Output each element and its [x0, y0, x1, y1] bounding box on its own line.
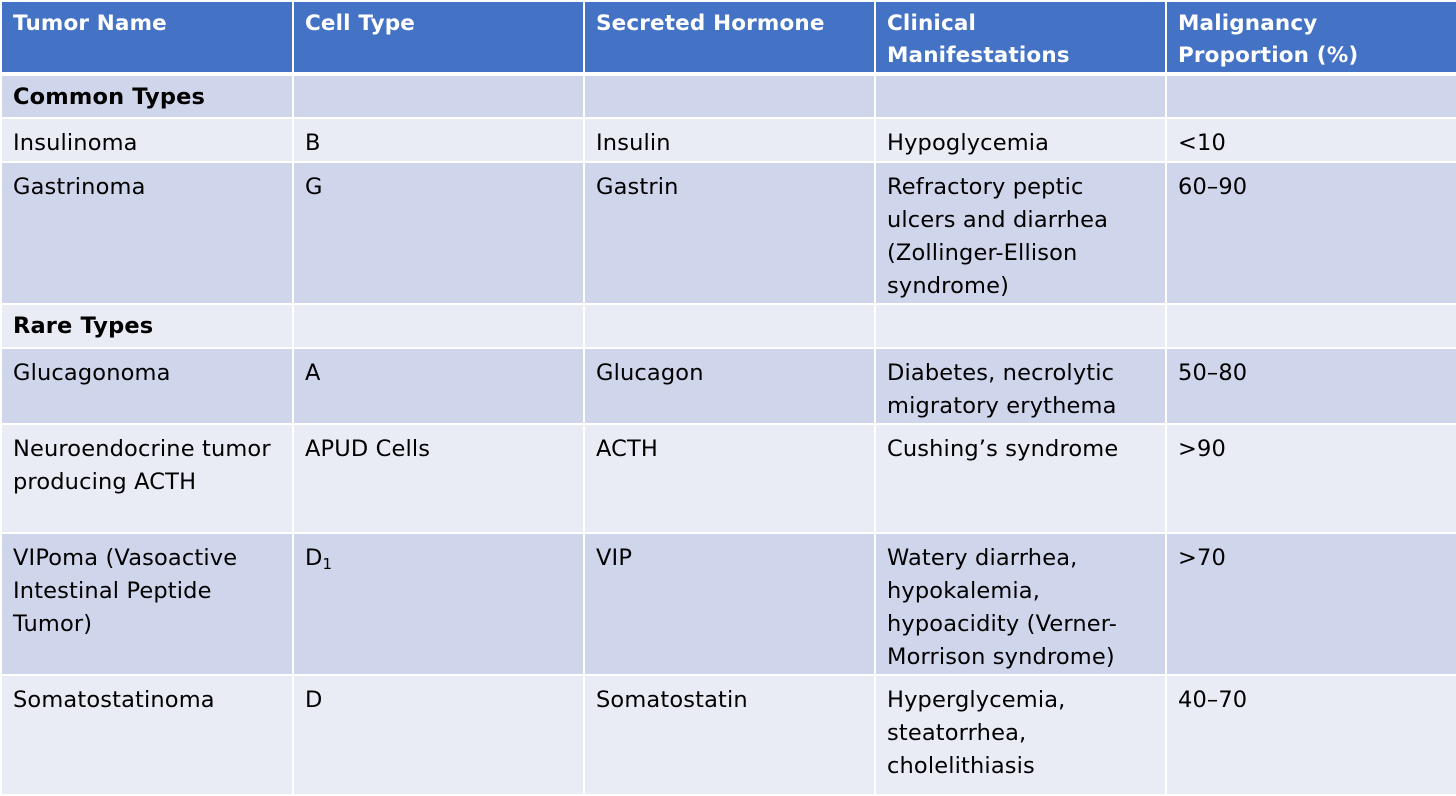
manifestations-cell: Hypoglycemia — [875, 118, 1166, 162]
group-label-rare: Rare Types — [1, 304, 293, 348]
tumor-name-cell: Insulinoma — [1, 118, 293, 162]
header-cell-type: Cell Type — [293, 1, 584, 74]
malignancy-cell: 50–80 — [1166, 348, 1456, 424]
group-row-common — [1, 74, 1456, 118]
cell-type-cell: D — [293, 675, 584, 795]
hormone-cell: Insulin — [584, 118, 875, 162]
header-tumor-name: Tumor Name — [1, 1, 293, 74]
empty-cell — [293, 74, 584, 118]
group-row-rare — [1, 304, 1456, 348]
cell-type-cell: G — [293, 162, 584, 304]
header-row — [1, 1, 1456, 74]
hormone-cell: ACTH — [584, 424, 875, 533]
hormone-cell: Gastrin — [584, 162, 875, 304]
table-row — [1, 424, 1456, 533]
cell-type-cell: A — [293, 348, 584, 424]
tumor-name-cell: Somatostatinoma — [1, 675, 293, 795]
manifestations-cell: Cushing’s syndrome — [875, 424, 1166, 533]
manifestations-cell: Watery diarrhea, hypokalemia, hypoacidity (Verner-Morrison syndrome) — [875, 533, 1166, 675]
cell-type-cell: APUD Cells — [293, 424, 584, 533]
table-row — [1, 162, 1456, 304]
header-secreted-hormone: Secreted Hormone — [584, 1, 875, 74]
header-malignancy-proportion: Malignancy Proportion (%) — [1166, 1, 1456, 74]
empty-cell — [1166, 74, 1456, 118]
cell-type-subscript: 1 — [322, 555, 333, 573]
malignancy-cell: 40–70 — [1166, 675, 1456, 795]
group-label-common: Common Types — [1, 74, 293, 118]
hormone-cell: Glucagon — [584, 348, 875, 424]
tumor-name-cell: Gastrinoma — [1, 162, 293, 304]
table-row — [1, 348, 1456, 424]
malignancy-cell: >70 — [1166, 533, 1456, 675]
malignancy-cell: >90 — [1166, 424, 1456, 533]
hormone-cell: Somatostatin — [584, 675, 875, 795]
cell-type-cell — [293, 533, 584, 675]
tumor-name-cell: Neuroendocrine tumor producing ACTH — [1, 424, 293, 533]
table-row — [1, 675, 1456, 795]
manifestations-cell: Diabetes, necrolytic migratory erythema — [875, 348, 1166, 424]
malignancy-cell: <10 — [1166, 118, 1456, 162]
manifestations-cell: Refractory peptic ulcers and diarrhea (Zollinger-Ellison syndrome) — [875, 162, 1166, 304]
cell-type-text: D — [305, 545, 323, 571]
manifestations-cell: Hyperglycemia, steatorrhea, cholelithiasis — [875, 675, 1166, 795]
table-row — [1, 118, 1456, 162]
tumor-name-cell: Glucagonoma — [1, 348, 293, 424]
cell-type-cell: B — [293, 118, 584, 162]
empty-cell — [293, 304, 584, 348]
empty-cell — [1166, 304, 1456, 348]
malignancy-cell: 60–90 — [1166, 162, 1456, 304]
empty-cell — [584, 74, 875, 118]
empty-cell — [584, 304, 875, 348]
header-clinical-manifestations: Clinical Manifestations — [875, 1, 1166, 74]
hormone-cell: VIP — [584, 533, 875, 675]
table-row — [1, 533, 1456, 675]
empty-cell — [875, 74, 1166, 118]
tumor-name-cell: VIPoma (Vasoactive Intestinal Peptide Tumor) — [1, 533, 293, 675]
empty-cell — [875, 304, 1166, 348]
